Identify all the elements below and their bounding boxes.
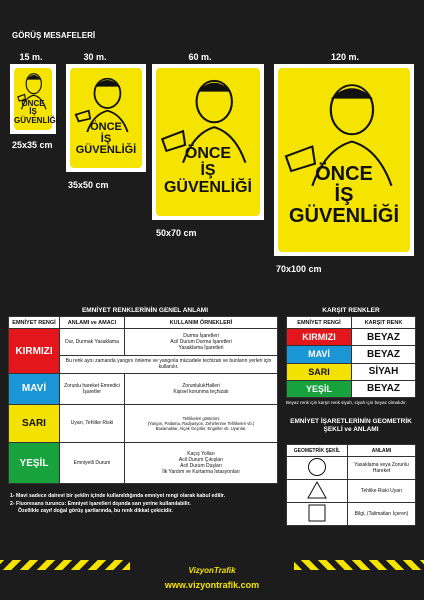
colors-table-title: EMNİYET RENKLERİNİN GENEL ANLAMI [81,307,209,314]
sign-2-line2: İŞ [100,132,112,145]
sign-3-line1: ÖNCE [184,145,232,162]
sign-2 [66,64,146,172]
contrast-green: YEŞİL [287,380,352,397]
shape-header-meaning: ANLAMI [348,445,416,457]
sign-1 [10,64,59,134]
color-yellow: SARI [9,404,60,443]
sign-4 [274,64,414,256]
contrast-table [286,316,416,398]
shape-table [286,444,416,526]
colors-header-examples: KULLANIM ÖRNEKLERİ [125,317,278,329]
yellow-meaning: Uyarı, Tehlike Riski [60,404,125,443]
red-note: Bu renk aynı zamanda yangını önleme ve yangınla mücadele techizatı ve bunların yerleri için kullanılır. [60,355,278,373]
sign-1-line3: GÜVENLİĞİ [14,115,59,125]
contrast-red-value: BEYAZ [352,329,416,346]
sign-2-line3: GÜVENLİĞİ [75,144,137,157]
blue-examples: ZorunlulukHalleri Kişisel korunma teçhizatı [125,374,278,405]
colors-table [8,316,278,484]
contrast-yellow-value: SİYAH [352,363,416,380]
hazard-stripe-right [294,560,424,570]
footnote-2: 2- Fluoresans turuncu: Emniyet işaretleri dışında sarı yerine kullanılabilir. [10,500,191,507]
sign-4-line3: GÜVENLİĞİ [288,205,399,227]
colors-header-meaning: ANLAMI ve AMACI [60,317,125,329]
page-title: GÖRÜŞ MESAFELERİ [12,31,96,40]
contrast-header-contrast: KARŞIT RENK [352,317,416,329]
footnotes [10,493,282,516]
sign-2-distance: 30 m. [83,52,107,62]
contrast-red: KIRMIZI [287,329,352,346]
green-meaning: Emniyetli Durum [60,443,125,484]
green-examples: Kaçış Yolları Acil Durum Çıkışları Acil Durum Duşları İlk Yardım ve Kurtarma İstasyonları [125,443,278,484]
contrast-header-color: EMNİYET RENGİ [287,317,352,329]
sign-3-size: 50x70 cm [156,228,197,238]
shape-circle-meaning: Yasaklama veya Zorunlu Hareket [348,457,416,480]
sign-3-line2: İŞ [200,161,216,179]
red-examples: Durma İşaretleri Acil Durum Durma İşaretleri Yasaklama İşaretleri [125,329,278,355]
contrast-yellow: SARI [287,363,352,380]
triangle-shape-icon [306,480,328,500]
sign-1-distance: 15 m. [19,52,43,62]
contrast-blue-value: BEYAZ [352,346,416,363]
shape-triangle-meaning: Tehlike Riski Uyarı [348,480,416,503]
yellow-examples: Tehlikeleri gösterimi (Yangın, Patlama, Radyasyon, Zehirlenme Tehlikeleri vb.) Basamaklar, Alçak Geçitler, Engeller vb. Uyarılar. [125,404,278,443]
hazard-stripe-left [0,560,130,570]
contrast-blue: MAVİ [287,346,352,363]
sign-4-line2: İŞ [334,184,354,206]
color-blue: MAVİ [9,374,60,405]
blue-meaning: Zorunlu hareket Emredici İşaretler [60,374,125,405]
sign-1-line2: İŞ [29,107,37,117]
sign-4-distance: 120 m. [330,52,360,62]
sign-4-size: 70x100 cm [276,264,322,274]
sign-4-line1: ÖNCE [315,163,373,185]
sign-3-distance: 60 m. [188,52,212,62]
red-meaning: Dur, Durmak Yasaklama [60,329,125,355]
brand-logo: VizyonTrafik [188,566,236,575]
footnote-1: 1- Mavi sadece dairevi bir şeklin içinde kullanıldığında emniyet rengi olarak kabul edilir. [10,493,226,499]
sign-2-size: 35x50 cm [68,180,109,190]
circle-shape-icon [306,457,328,477]
sign-1-size: 25x35 cm [12,140,53,150]
footnote-3: Özellikle zayıf doğal görüş şartlarında, bu renk dikkat çekicidir. [18,508,173,515]
color-green: YEŞİL [9,443,60,484]
contrast-table-title: KARŞIT RENKLER [322,307,380,314]
brand-url[interactable]: www.vizyontrafik.com [164,580,260,590]
square-shape-icon [306,503,328,523]
shape-square-meaning: Bilgi, (Talimatları İçeren) [348,503,416,526]
sign-3 [152,64,264,220]
sign-1-line1: ÖNCE [21,99,45,108]
contrast-green-value: BEYAZ [352,380,416,397]
sign-2-line1: ÖNCE [90,121,122,133]
shape-header-shape: GEOMETRİK ŞEKİL [287,445,348,457]
color-red: KIRMIZI [9,329,60,374]
contrast-note: Beyaz renk için karşıt renk siyah, siyah için beyaz olmalıdır. [286,400,407,405]
sign-3-line3: GÜVENLİĞİ [163,178,252,196]
shape-table-title: EMNİYET İŞARETLERİNİN GEOMETRİK ŞEKLİ ve ANLAMI [290,418,412,434]
colors-header-color: EMNİYET RENGİ [9,317,60,329]
